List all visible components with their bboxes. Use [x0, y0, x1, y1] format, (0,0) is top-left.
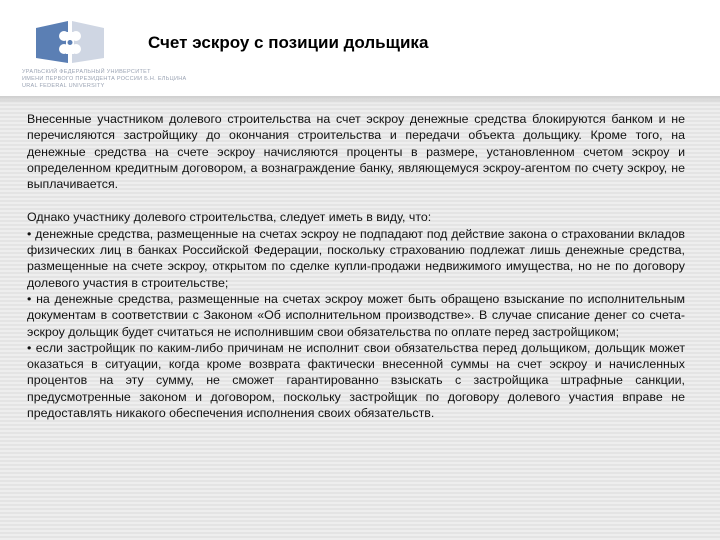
- body-text: [27, 111, 685, 421]
- logo-caption-line3: URAL FEDERAL UNIVERSITY: [22, 83, 105, 89]
- bullet-enforcement: • на денежные средства, размещенные на счетах эскроу может быть обращено взыскание по исполнительным документам в соответствии с Законом «Об исполнительном производстве». В случае списание денег со счета-эскроу дольщик будет считаться не исполнившим свои обязательства по оплате перед застройщиком;: [27, 291, 685, 339]
- logo-caption: [22, 69, 187, 90]
- logo-caption-line1: УРАЛЬСКИЙ ФЕДЕРАЛЬНЫЙ УНИВЕРСИТЕТ: [22, 69, 151, 75]
- university-logo: [20, 18, 187, 90]
- paragraph-gap: [27, 192, 685, 209]
- header-shadow: [0, 96, 720, 104]
- bullet-developer-default: • если застройщик по каким-либо причинам не исполнит свои обязательства перед дольщиком, дольщик может оказаться в ситуации, когда кроме возврата фактически внесенной суммы на счет эскроу и начисленных процентов на эту сумму, не сможет гарантированно взыскать с застройщика штрафные санкции, предусмотренные законом и договором, поскольку застройщик по договору долевого участия вправе не предоставлять никакого обеспечения исполнения своих обязательств.: [27, 340, 685, 421]
- slide-title: Счет эскроу с позиции дольщика: [148, 33, 429, 52]
- logo-emblem-icon: [20, 18, 140, 70]
- logo-caption-line2: ИМЕНИ ПЕРВОГО ПРЕЗИДЕНТА РОССИИ Б.Н. ЕЛЬЦИНА: [22, 76, 187, 82]
- bullet-deposit-insurance: • денежные средства, размещенные на счетах эскроу не подпадают под действие закона о страховании вкладов физических лиц в банках Российской Федерации, поскольку страхованию подлежат лишь денежные средства, размещенные на счете эскроу, открытом по сделке купли-продажи недвижимого имущества, но не по договору долевого участия в строительстве;: [27, 226, 685, 290]
- paragraph-however: Однако участнику долевого строительства, следует иметь в виду, что:: [27, 210, 432, 225]
- slide-header: [0, 0, 720, 96]
- paragraph-escrow-blocking: Внесенные участником долевого строительства на счет эскроу денежные средства блокируются банком и не перечисляются застройщику до окончания строительства и передачи объекта дольщику. Кроме того, на денежные средства на счете эскроу начисляются проценты в размере, установленном счетом эскроу и определенном кредитным договором, а вознаграждение банку, являющемуся эскроу-агентом по счету эскроу, не выплачивается.: [27, 112, 685, 192]
